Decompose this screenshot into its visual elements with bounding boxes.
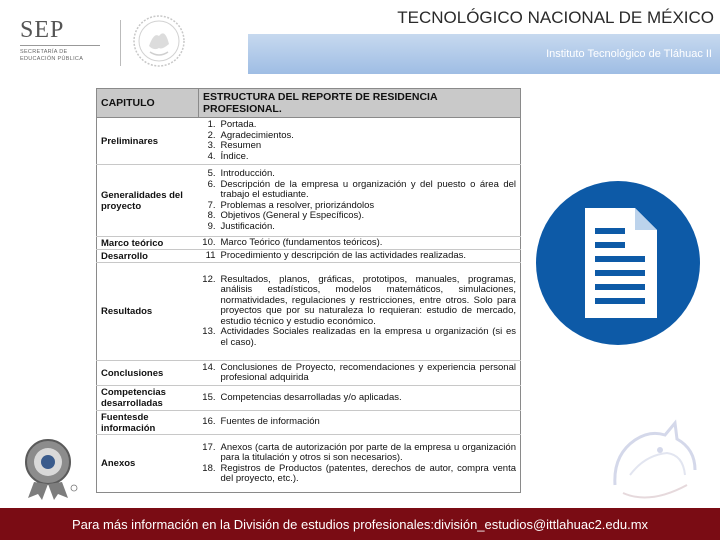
item-text: Fuentes de información bbox=[220, 416, 320, 428]
column-header-chapter: CAPITULO bbox=[97, 89, 199, 118]
item-text: Agradecimientos. bbox=[220, 129, 294, 141]
chapter-cell: Generalidades del proyecto bbox=[97, 165, 199, 237]
page-title: TECNOLÓGICO NACIONAL DE MÉXICO bbox=[397, 8, 714, 27]
table-header-row bbox=[97, 89, 521, 118]
sep-subtitle-1: SECRETARÍA DE bbox=[20, 49, 68, 55]
item-number: 12. bbox=[202, 273, 216, 285]
table-row bbox=[97, 411, 521, 435]
campus-bar bbox=[248, 34, 720, 74]
report-structure-table bbox=[96, 88, 521, 493]
list-item bbox=[199, 417, 521, 428]
list-item bbox=[199, 393, 521, 404]
item-text: Competencias desarrolladas y/o aplicadas. bbox=[220, 391, 402, 403]
table-row bbox=[97, 435, 521, 493]
item-text: Procedimiento y descripción de las actividades realizadas. bbox=[220, 249, 467, 261]
item-number: 2. bbox=[207, 129, 216, 141]
item-number: 17. bbox=[202, 441, 216, 453]
list-item bbox=[199, 251, 521, 262]
chapter-cell: Marco teórico bbox=[97, 237, 199, 250]
sep-logo bbox=[20, 18, 115, 66]
table-row bbox=[97, 118, 521, 165]
item-number: 13. bbox=[202, 326, 216, 338]
chapter-cell: Conclusiones bbox=[97, 361, 199, 386]
item-number: 16. bbox=[202, 416, 216, 428]
list-item bbox=[199, 327, 521, 348]
items-cell bbox=[199, 435, 521, 493]
item-text: Conclusiones de Proyecto, recomendaciones y experiencia personal profesional adquirida bbox=[220, 361, 516, 383]
list-item bbox=[199, 152, 521, 163]
column-header-structure: ESTRUCTURA DEL REPORTE DE RESIDENCIA PROFESIONAL. bbox=[199, 89, 521, 118]
table-row bbox=[97, 165, 521, 237]
list-item bbox=[199, 363, 521, 384]
chapter-cell: Anexos bbox=[97, 435, 199, 493]
item-number: 7. bbox=[207, 199, 216, 211]
item-number: 4. bbox=[207, 150, 216, 162]
header-divider bbox=[120, 20, 121, 66]
item-text: Actividades Sociales realizadas en la empresa u organización (si es el caso). bbox=[220, 326, 516, 348]
list-item bbox=[199, 238, 521, 249]
table-row bbox=[97, 361, 521, 386]
items-cell bbox=[199, 237, 521, 250]
item-number: 10. bbox=[202, 236, 216, 248]
chapter-cell: Competencias desarrolladas bbox=[97, 386, 199, 411]
item-number: 6. bbox=[207, 178, 216, 190]
list-item bbox=[199, 464, 521, 485]
chapter-cell: Desarrollo bbox=[97, 250, 199, 263]
item-text: Objetivos (General y Específicos). bbox=[220, 210, 365, 221]
item-number: 18. bbox=[202, 462, 216, 474]
footer-bar bbox=[0, 508, 720, 540]
chapter-cell bbox=[97, 411, 199, 435]
items-cell bbox=[199, 361, 521, 386]
item-number: 5. bbox=[207, 168, 216, 179]
chapter-cell: Resultados bbox=[97, 263, 199, 361]
item-text: Resumen bbox=[220, 140, 262, 151]
item-number: 15. bbox=[202, 391, 216, 403]
item-text: Índice. bbox=[220, 150, 249, 162]
item-number: 1. bbox=[207, 119, 216, 130]
item-text: Descripción de la empresa u organización y del puesto o área del trabajo el estudiante. bbox=[220, 178, 516, 200]
chapter-word: información bbox=[101, 422, 156, 434]
chapter-word: Fuentes bbox=[101, 411, 138, 423]
chapter-word: de bbox=[137, 411, 149, 423]
items-cell bbox=[199, 386, 521, 411]
item-number: 8. bbox=[207, 210, 216, 221]
item-text: Registros de Productos (patentes, derechos de autor, compra venta del proyecto, etc.). bbox=[220, 462, 516, 484]
list-item bbox=[199, 180, 521, 201]
list-item bbox=[199, 141, 521, 152]
table-row bbox=[97, 263, 521, 361]
chapter-cell: Preliminares bbox=[97, 118, 199, 165]
mexico-seal-icon bbox=[132, 14, 186, 68]
item-number: 14. bbox=[202, 361, 216, 373]
document-icon bbox=[535, 180, 701, 346]
sep-subtitle-2: EDUCACIÓN PÚBLICA bbox=[20, 56, 84, 62]
sep-rule bbox=[20, 45, 100, 46]
list-item bbox=[199, 169, 521, 180]
table-row bbox=[97, 237, 521, 250]
footer-contact-text: Para más información en la División de estudios profesionales:división_estudios@ittlahuac2.edu.mx bbox=[71, 516, 649, 532]
list-item bbox=[199, 275, 521, 328]
campus-name: Instituto Tecnológico de Tláhuac II bbox=[546, 48, 712, 60]
item-text: Anexos (carta de autorización por parte de la empresa u organización para la titulación y otros si son necesarios). bbox=[220, 441, 516, 463]
lobos-watermark-icon bbox=[605, 415, 705, 505]
chapter-line bbox=[101, 412, 195, 423]
list-item bbox=[199, 443, 521, 464]
item-text: Resultados, planos, gráficas, prototipos, manuales, programas, análisis estadísticos, modelos matemáticos, simulaciones, normatividades, regulaciones y restricciones, entre otros. Solo para proyectos que por su naturaleza lo requieran: estudio de mercado, estudio técnico y estudio económico. bbox=[220, 273, 516, 327]
items-cell bbox=[199, 411, 521, 435]
items-cell bbox=[199, 118, 521, 165]
item-number: 3. bbox=[207, 140, 216, 151]
items-cell bbox=[199, 263, 521, 361]
item-text: Marco Teórico (fundamentos teóricos). bbox=[220, 236, 383, 248]
item-text: Justificación. bbox=[220, 220, 275, 232]
list-item bbox=[199, 120, 521, 131]
item-number: 11 bbox=[205, 249, 216, 261]
list-item bbox=[199, 222, 521, 233]
item-text: Introducción. bbox=[220, 168, 275, 179]
institute-badge-icon bbox=[20, 436, 80, 500]
table-row bbox=[97, 250, 521, 263]
item-text: Problemas a resolver, priorizándolos bbox=[220, 199, 375, 211]
sep-mark: SEP bbox=[20, 17, 65, 43]
items-cell bbox=[199, 165, 521, 237]
items-cell bbox=[199, 250, 521, 263]
table-row bbox=[97, 386, 521, 411]
list-item bbox=[199, 211, 521, 222]
item-text: Portada. bbox=[220, 119, 257, 130]
item-number: 9. bbox=[207, 220, 216, 232]
